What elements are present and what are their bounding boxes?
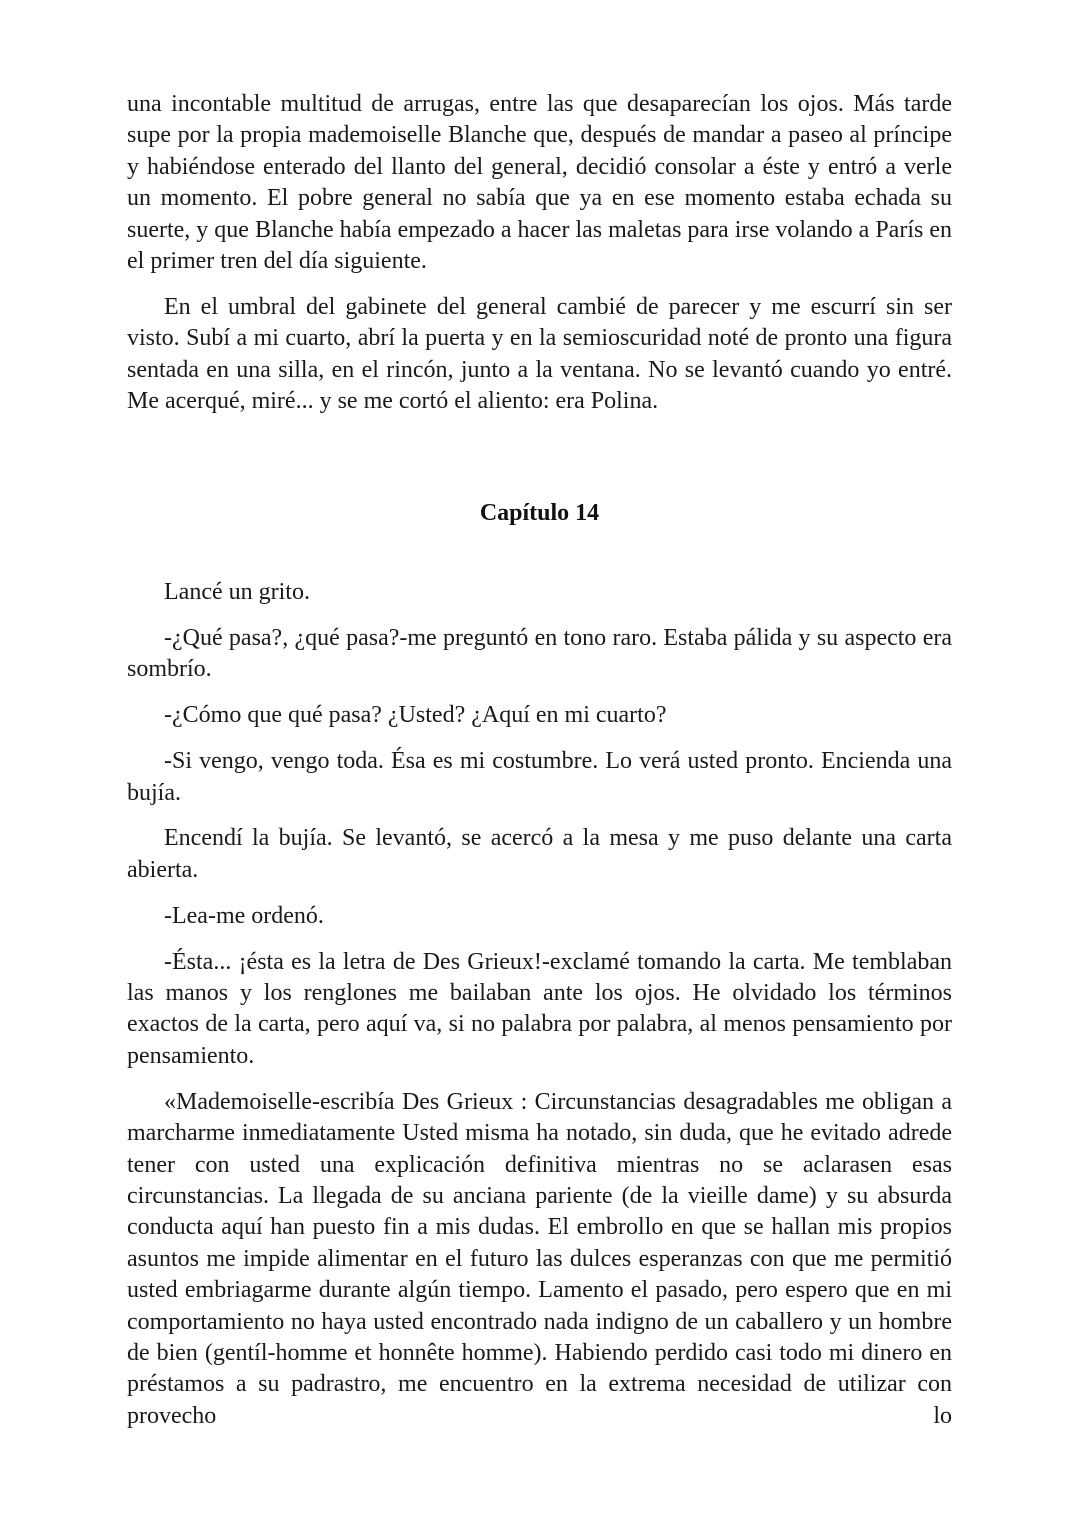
paragraph: -¿Cómo que qué pasa? ¿Usted? ¿Aquí en mi cuarto? [164, 702, 667, 729]
paragraph-continued: una incontable multitud de arrugas, entre las que desaparecían los ojos. Más tarde supe por la propia mademoiselle Blanche que, después de mandar a paseo al príncipe y habiéndose enterado del llanto del general, decidió consolar a éste y entró a verle un momento. El pobre general no sabía que ya en ese momento estaba echada su suerte, y que Blanche había empezado a hacer las maletas para irse volando a París en el primer tren del día siguiente. [127, 91, 952, 275]
paragraph: -Lea-me ordenó. [164, 902, 324, 929]
paragraph: -Si vengo, vengo toda. Ésa es mi costumbre. Lo verá usted pronto. Encienda una bujía. [127, 748, 952, 806]
paragraph: En el umbral del gabinete del general cambié de parecer y me escurrí sin ser visto. Subí a mi cuarto, abrí la puerta y en la semioscuridad noté de pronto una figura sentada en una silla, en el rincón, junto a la ventana. No se levantó cuando yo entré. Me acerqué, miré... y se me cortó el aliento: era Polina. [127, 293, 952, 415]
paragraph: Encendí la bujía. Se levantó, se acercó a la mesa y me puso delante una carta abierta. [127, 825, 952, 883]
document-page [127, 89, 952, 1447]
paragraph: Lancé un grito. [164, 578, 310, 605]
letter-paragraph: «Mademoiselle-escribía Des Grieux : Circunstancias desagradables me obligan a marcharme inmediatamente Usted misma ha notado, sin duda, que he evitado adrede tener con usted una explicación definitiva mientras no se aclarasen esas circunstancias. La llegada de su anciana pariente (de la vieille dame) y su absurda conducta aquí han puesto fin a mis dudas. El embrollo en que se hallan mis propios asuntos me impide alimentar en el futuro las dulces esperanzas con que me permitió usted embriagarme durante algún tiempo. Lamento el pasado, pero espero que en mi comportamiento no haya usted encontrado nada indigno de un caballero y un hombre de bien (gentíl-homme et honnête homme). Habiendo perdido casi todo mi dinero en préstamos a su padrastro, me encuentro en la extrema necesidad de utilizar con provecho lo [127, 1088, 952, 1429]
paragraph: -¿Qué pasa?, ¿qué pasa?-me preguntó en tono raro. Estaba pálida y su aspecto era sombrío. [127, 624, 952, 683]
paragraph: -Ésta... ¡ésta es la letra de Des Grieux!-exclamé tomando la carta. Me temblaban las manos y los renglones me bailaban ante los ojos. He olvidado los términos exactos de la carta, pero aquí va, si no palabra por palabra, al menos pensamiento por pensamiento. [127, 948, 952, 1069]
chapter-heading: Capítulo 14 [479, 499, 600, 526]
